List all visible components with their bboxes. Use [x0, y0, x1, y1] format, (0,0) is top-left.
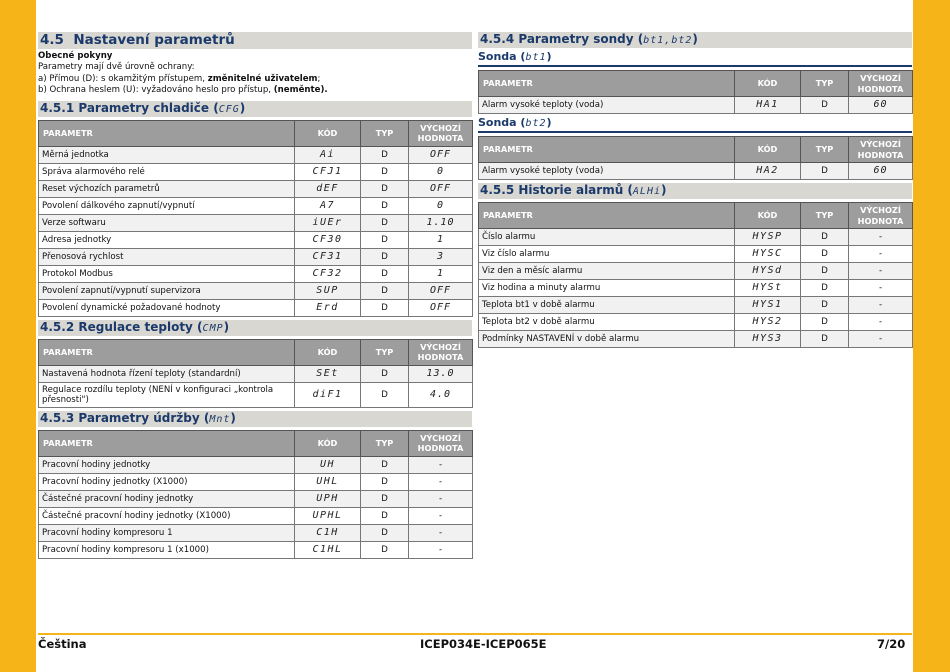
right-margin-bar — [913, 0, 950, 672]
param-code: HA1 — [735, 97, 801, 114]
param-name: Verze softwaru — [39, 214, 295, 231]
param-type: D — [801, 163, 849, 180]
table-header-row — [479, 137, 913, 163]
param-type: D — [361, 365, 409, 382]
left-column — [38, 32, 472, 559]
table-row — [39, 180, 473, 197]
probe-subheading: Sonda (bt1) — [478, 50, 552, 63]
param-code: diF1 — [295, 382, 361, 407]
header-default-value: VÝCHOZÍ HODNOTA — [409, 120, 473, 146]
header-code: KÓD — [735, 203, 801, 229]
table-row — [39, 163, 473, 180]
param-type: D — [361, 456, 409, 473]
table-header-row — [39, 339, 473, 365]
param-type: D — [361, 507, 409, 524]
param-code: SUP — [295, 282, 361, 299]
param-type: D — [361, 524, 409, 541]
header-default-value: VÝCHOZÍ HODNOTA — [849, 203, 913, 229]
param-default: OFF — [409, 282, 473, 299]
param-type: D — [361, 180, 409, 197]
header-parameter: PARAMETR — [479, 203, 735, 229]
table-row — [479, 297, 913, 314]
table-row — [39, 146, 473, 163]
param-name: Pracovní hodiny kompresoru 1 — [39, 524, 295, 541]
param-type: D — [361, 231, 409, 248]
param-default: - — [409, 524, 473, 541]
param-default: OFF — [409, 299, 473, 316]
param-default: OFF — [409, 146, 473, 163]
param-type: D — [361, 214, 409, 231]
table-row — [479, 97, 913, 114]
param-default: - — [409, 541, 473, 558]
subsection-title: 4.5.3 Parametry údržby (Mnt) — [38, 411, 472, 427]
param-code: HYSP — [735, 229, 801, 246]
param-type: D — [361, 299, 409, 316]
params-table-bt2 — [478, 136, 913, 180]
param-name: Viz den a měsíc alarmu — [479, 263, 735, 280]
param-type: D — [801, 331, 849, 348]
param-name: Pracovní hodiny kompresoru 1 (x1000) — [39, 541, 295, 558]
param-default: 1 — [409, 231, 473, 248]
subsection-title: 4.5.5 Historie alarmů (ALHi) — [478, 183, 912, 199]
header-parameter: PARAMETR — [479, 71, 735, 97]
header-default-value: VÝCHOZÍ HODNOTA — [849, 137, 913, 163]
subsection-title: 4.5.2 Regulace teploty (CMP) — [38, 320, 472, 336]
params-table-cmp — [38, 339, 473, 408]
header-parameter: PARAMETR — [479, 137, 735, 163]
param-type: D — [361, 248, 409, 265]
header-type: TYP — [801, 137, 849, 163]
param-default: - — [409, 473, 473, 490]
param-type: D — [801, 280, 849, 297]
param-name: Viz hodina a minuty alarmu — [479, 280, 735, 297]
header-code: KÓD — [735, 71, 801, 97]
intro-line: b) Ochrana heslem (U): vyžadováno heslo pro přístup, (neměnte). — [38, 85, 328, 96]
param-type: D — [801, 263, 849, 280]
param-name: Regulace rozdílu teploty (NENÍ v konfiguraci „kontrola přesnosti") — [39, 382, 295, 407]
param-type: D — [361, 146, 409, 163]
header-parameter: PARAMETR — [39, 339, 295, 365]
param-name: Podmínky NASTAVENÍ v době alarmu — [479, 331, 735, 348]
header-default-value: VÝCHOZÍ HODNOTA — [849, 71, 913, 97]
table-header-row — [39, 430, 473, 456]
footer-language: Čeština — [38, 637, 87, 651]
param-name: Viz číslo alarmu — [479, 246, 735, 263]
header-type: TYP — [361, 339, 409, 365]
param-default: 13.0 — [409, 365, 473, 382]
param-default: 4.0 — [409, 382, 473, 407]
segment-code: bt1,bt2 — [643, 35, 693, 46]
header-type: TYP — [801, 203, 849, 229]
intro-block — [38, 51, 472, 97]
param-name: Správa alarmového relé — [39, 163, 295, 180]
param-name: Přenosová rychlost — [39, 248, 295, 265]
segment-code: ALHi — [632, 186, 661, 197]
table-row — [39, 214, 473, 231]
param-code: HYS1 — [735, 297, 801, 314]
table-row — [39, 299, 473, 316]
param-default: 1 — [409, 265, 473, 282]
param-code: UH — [295, 456, 361, 473]
param-type: D — [361, 265, 409, 282]
param-default: - — [409, 507, 473, 524]
param-code: iUEr — [295, 214, 361, 231]
table-row — [39, 197, 473, 214]
param-name: Číslo alarmu — [479, 229, 735, 246]
section-title-text: Nastavení parametrů — [73, 32, 235, 48]
param-name: Alarm vysoké teploty (voda) — [479, 97, 735, 114]
param-name: Povolení dynamické požadované hodnoty — [39, 299, 295, 316]
param-type: D — [361, 490, 409, 507]
param-name: Nastavená hodnota řízení teploty (standardní) — [39, 365, 295, 382]
param-default: - — [849, 280, 913, 297]
param-code: C1H — [295, 524, 361, 541]
intro-line: a) Přímou (D): s okamžitým přístupem, změnitelné uživatelem; — [38, 73, 321, 84]
table-row — [479, 163, 913, 180]
header-parameter: PARAMETR — [39, 120, 295, 146]
intro-heading: Obecné pokyny — [38, 51, 113, 61]
param-default: OFF — [409, 180, 473, 197]
params-table-bt1 — [478, 70, 913, 114]
param-type: D — [361, 382, 409, 407]
param-code: dEF — [295, 180, 361, 197]
table-row — [479, 229, 913, 246]
param-name: Měrná jednotka — [39, 146, 295, 163]
param-name: Pracovní hodiny jednotky — [39, 456, 295, 473]
header-default-value: VÝCHOZÍ HODNOTA — [409, 430, 473, 456]
header-default-value: VÝCHOZÍ HODNOTA — [409, 339, 473, 365]
param-name: Teplota bt1 v době alarmu — [479, 297, 735, 314]
header-type: TYP — [361, 120, 409, 146]
param-code: C1HL — [295, 541, 361, 558]
section-title — [38, 32, 472, 49]
param-code: HA2 — [735, 163, 801, 180]
param-default: 60 — [849, 97, 913, 114]
param-name: Povolení dálkového zapnutí/vypnutí — [39, 197, 295, 214]
param-name: Povolení zapnutí/vypnutí supervizora — [39, 282, 295, 299]
table-header-row — [39, 120, 473, 146]
param-type: D — [801, 246, 849, 263]
table-row — [39, 473, 473, 490]
table-row — [39, 490, 473, 507]
table-row — [39, 248, 473, 265]
subheading-rule — [478, 131, 912, 133]
params-table-cfg — [38, 120, 473, 317]
param-name: Reset výchozích parametrů — [39, 180, 295, 197]
table-row — [39, 524, 473, 541]
table-row — [39, 382, 473, 407]
param-name: Teplota bt2 v době alarmu — [479, 314, 735, 331]
param-code: Erd — [295, 299, 361, 316]
segment-code: CFG — [218, 103, 240, 115]
param-default: - — [849, 263, 913, 280]
table-row — [479, 263, 913, 280]
subheading-rule — [478, 65, 912, 67]
param-type: D — [801, 229, 849, 246]
table-row — [39, 456, 473, 473]
param-default: - — [849, 246, 913, 263]
table-row — [479, 331, 913, 348]
table-row — [39, 365, 473, 382]
param-default: 0 — [409, 197, 473, 214]
param-default: - — [409, 456, 473, 473]
param-type: D — [801, 297, 849, 314]
right-column — [478, 32, 912, 348]
param-type: D — [361, 197, 409, 214]
header-type: TYP — [361, 430, 409, 456]
params-table-alarm-history — [478, 202, 913, 348]
table-row — [39, 231, 473, 248]
param-code: UPH — [295, 490, 361, 507]
subsection-title: 4.5.4 Parametry sondy (bt1,bt2) — [478, 32, 912, 48]
header-code: KÓD — [295, 430, 361, 456]
param-code: CF30 — [295, 231, 361, 248]
section-number: 4.5 — [40, 32, 64, 48]
header-code: KÓD — [295, 120, 361, 146]
param-name: Částečné pracovní hodiny jednotky (X1000) — [39, 507, 295, 524]
param-default: - — [849, 229, 913, 246]
left-margin-bar — [0, 0, 36, 672]
header-parameter: PARAMETR — [39, 430, 295, 456]
footer-rule — [38, 633, 912, 635]
param-default: - — [849, 297, 913, 314]
param-code: UPHL — [295, 507, 361, 524]
table-row — [39, 265, 473, 282]
param-name: Pracovní hodiny jednotky (X1000) — [39, 473, 295, 490]
param-type: D — [801, 314, 849, 331]
table-header-row — [479, 203, 913, 229]
param-type: D — [361, 541, 409, 558]
param-code: Ai — [295, 146, 361, 163]
params-table-mnt — [38, 430, 473, 559]
param-default: 1.10 — [409, 214, 473, 231]
param-default: 60 — [849, 163, 913, 180]
probe-subheading: Sonda (bt2) — [478, 116, 552, 129]
param-default: 3 — [409, 248, 473, 265]
param-code: HYS3 — [735, 331, 801, 348]
param-name: Částečné pracovní hodiny jednotky — [39, 490, 295, 507]
subsection-title: 4.5.1 Parametry chladiče (CFG) — [38, 101, 472, 117]
param-default: - — [409, 490, 473, 507]
segment-code: Mnt — [209, 413, 231, 425]
table-header-row — [479, 71, 913, 97]
param-code: CFJ1 — [295, 163, 361, 180]
param-name: Alarm vysoké teploty (voda) — [479, 163, 735, 180]
param-code: UHL — [295, 473, 361, 490]
table-row — [39, 541, 473, 558]
param-code: CF32 — [295, 265, 361, 282]
footer-page-number: 7/20 — [877, 637, 906, 651]
param-code: CF31 — [295, 248, 361, 265]
param-code: A7 — [295, 197, 361, 214]
param-type: D — [361, 282, 409, 299]
param-code: SEt — [295, 365, 361, 382]
header-code: KÓD — [295, 339, 361, 365]
param-type: D — [361, 163, 409, 180]
param-default: 0 — [409, 163, 473, 180]
table-row — [479, 314, 913, 331]
param-code: HYSt — [735, 280, 801, 297]
segment-code: CMP — [202, 322, 224, 334]
table-row — [479, 280, 913, 297]
param-default: - — [849, 331, 913, 348]
footer-model: ICEP034E-ICEP065E — [420, 637, 547, 651]
table-row — [39, 282, 473, 299]
param-code: HYS2 — [735, 314, 801, 331]
param-default: - — [849, 314, 913, 331]
table-row — [479, 246, 913, 263]
intro-line: Parametry mají dvě úrovně ochrany: — [38, 62, 195, 73]
param-type: D — [361, 473, 409, 490]
param-name: Protokol Modbus — [39, 265, 295, 282]
table-row — [39, 507, 473, 524]
param-code: HYSC — [735, 246, 801, 263]
param-type: D — [801, 97, 849, 114]
param-name: Adresa jednotky — [39, 231, 295, 248]
param-code: HYSd — [735, 263, 801, 280]
header-type: TYP — [801, 71, 849, 97]
header-code: KÓD — [735, 137, 801, 163]
